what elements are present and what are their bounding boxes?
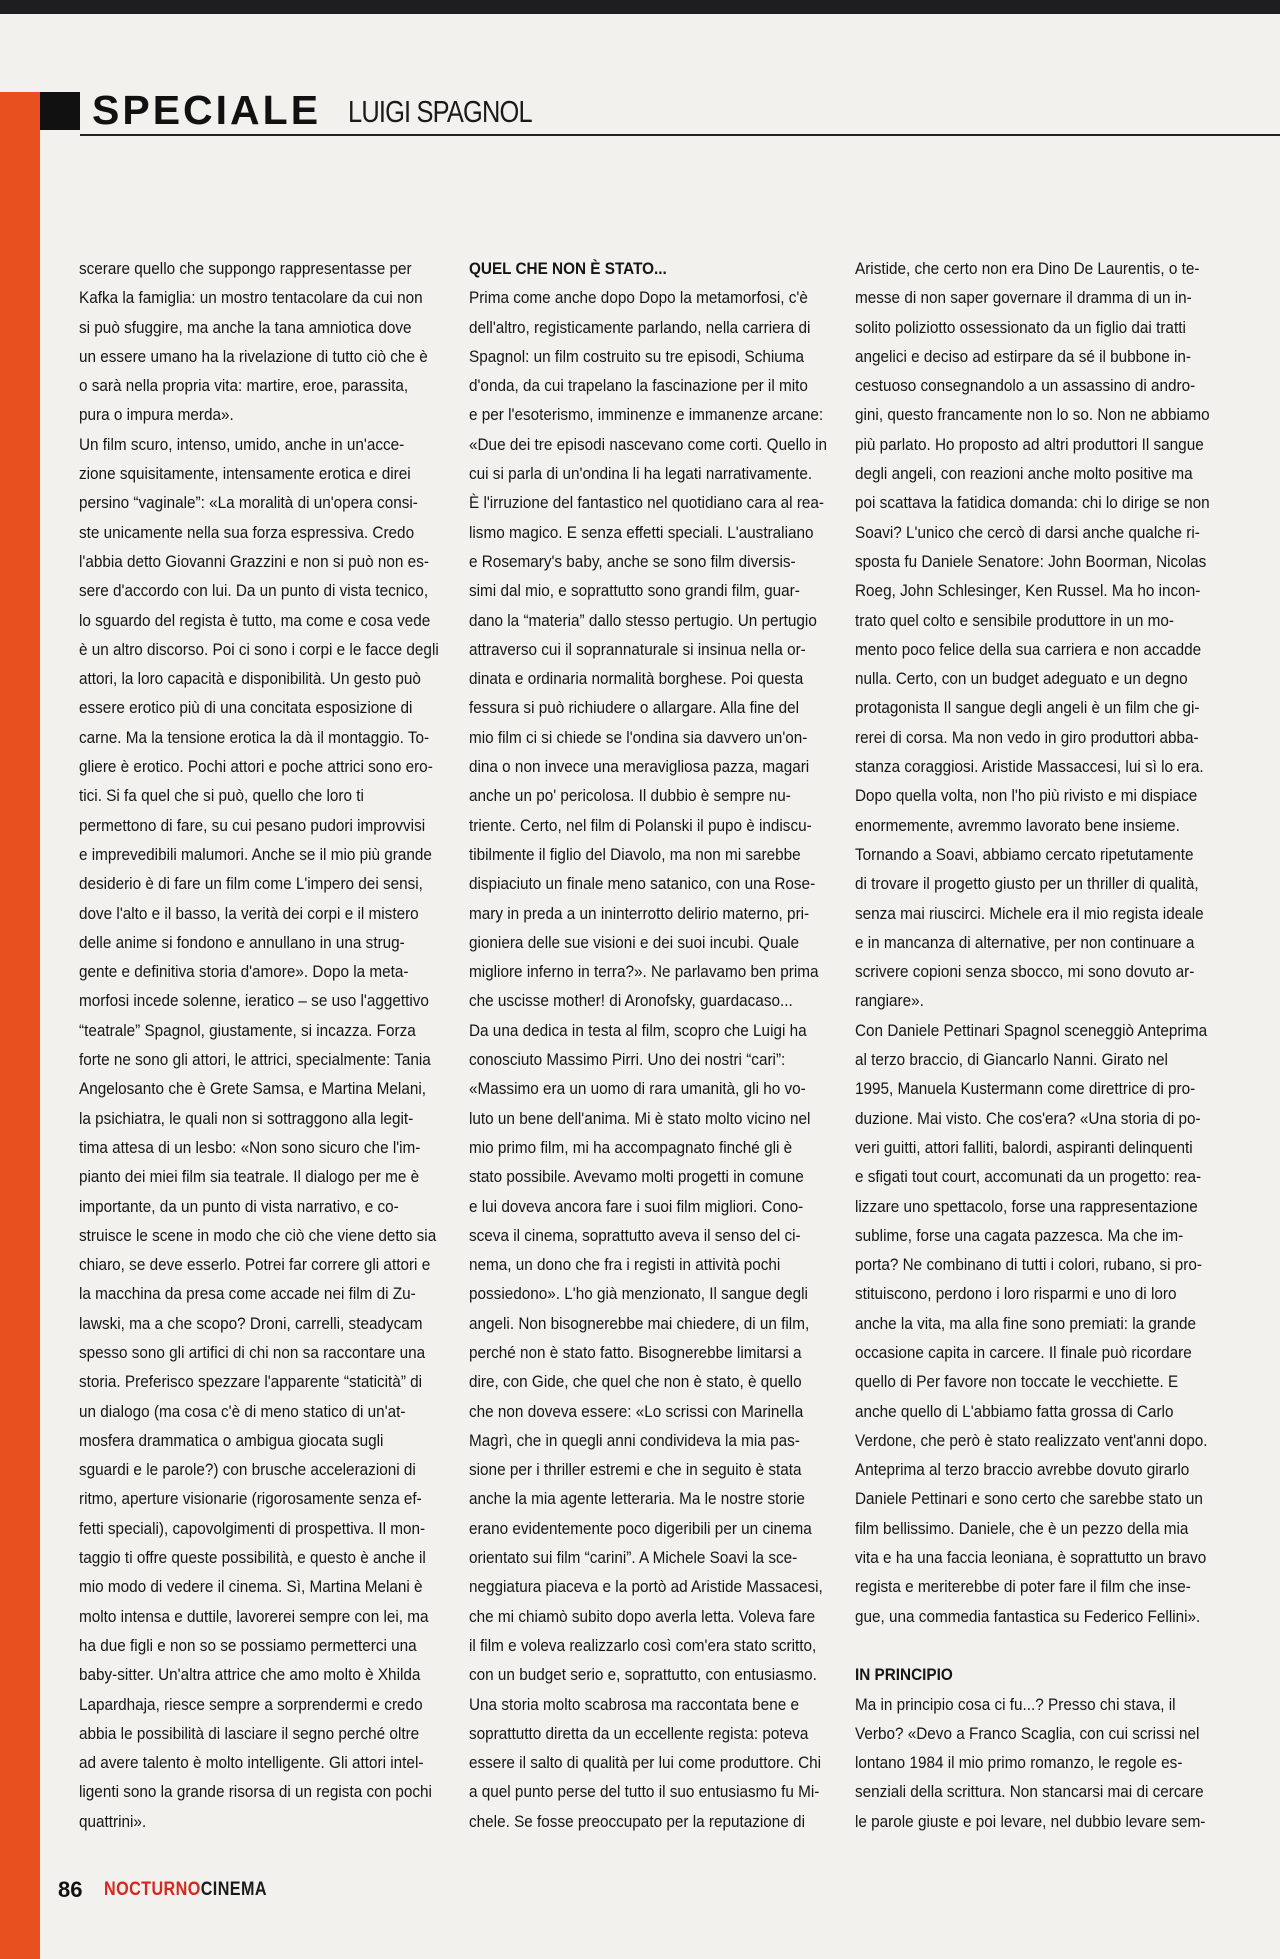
section-title: SPECIALE bbox=[92, 87, 322, 133]
text-line: dina o non invece una meravigliosa pazza, magari bbox=[469, 757, 810, 777]
text-line: Dopo quella volta, non l'ho più rivisto e mi dispiace bbox=[855, 786, 1198, 806]
text-line: che uscisse mother! di Aronofsky, guardacaso... bbox=[469, 991, 793, 1011]
text-line: dano la “materia” dallo stesso pertugio. Un pertugio bbox=[469, 610, 817, 630]
text-line: anche la vita, ma alla fine sono premiati: la grande bbox=[855, 1313, 1197, 1333]
text-line: lismo magico. E senza effetti speciali. L'australiano bbox=[469, 522, 814, 542]
text-line: mio film ci si chiede se l'ondina sia davvero un'on- bbox=[469, 727, 808, 747]
text-line: mio primo film, mi ha accompagnato finché gli è bbox=[469, 1137, 793, 1157]
text-line: duzione. Mai visto. Che cos'era? «Una storia di po- bbox=[855, 1108, 1201, 1128]
text-line: spesso sono gli artifici di chi non sa raccontare una bbox=[79, 1342, 426, 1362]
text-line: al terzo braccio, di Giancarlo Nanni. Girato nel bbox=[855, 1050, 1168, 1070]
text-line: senziali della scrittura. Non stancarsi mai di cercare bbox=[855, 1782, 1204, 1802]
text-line: Anteprima al terzo braccio avrebbe dovuto girarlo bbox=[855, 1460, 1190, 1480]
text-line: simi dal mio, e soprattutto sono grandi film, guar- bbox=[469, 581, 800, 601]
text-line: desiderio è di fare un film come L'impero dei sensi, bbox=[79, 874, 423, 894]
text-line: zione squisitamente, intensamente erotica e direi bbox=[79, 464, 411, 484]
text-line: sione per i thriller estremi e che in seguito è stata bbox=[469, 1460, 802, 1480]
section-subhead: IN PRINCIPIO bbox=[855, 1665, 953, 1685]
text-line: stato possibile. Avevamo molti progetti in comune bbox=[469, 1167, 804, 1187]
text-line: gliere è erotico. Pochi attori e poche attrici sono ero- bbox=[79, 757, 433, 777]
text-line: Verdone, che però è stato realizzato vent'anni dopo. bbox=[855, 1430, 1208, 1450]
text-line: sposta fu Daniele Senatore: John Boorman, Nicolas bbox=[855, 551, 1207, 571]
text-line: ha due figli e non so se possiamo permetterci una bbox=[79, 1635, 417, 1655]
text-line: e Rosemary's baby, anche se sono film diversis- bbox=[469, 551, 796, 571]
text-line: mary in preda a un ininterrotto delirio materno, pri- bbox=[469, 903, 810, 923]
text-line: più parlato. Ho proposto ad altri produttori Il sangue bbox=[855, 434, 1204, 454]
text-line: trato quel colto e sensibile produttore in un mo- bbox=[855, 610, 1174, 630]
text-line: messe di non saper governare il dramma di un in- bbox=[855, 288, 1192, 308]
text-line: ritmo, aperture visionarie (rigorosamente senza ef- bbox=[79, 1489, 422, 1509]
text-line: si può sfuggire, ma anche la tana amniotica dove bbox=[79, 317, 412, 337]
text-line: dell'altro, registicamente parlando, nella carriera di bbox=[469, 317, 811, 337]
text-line: pianto dei miei film sia teatrale. Il dialogo per me è bbox=[79, 1167, 420, 1187]
text-line: perché non è stato fatto. Bisognerebbe limitarsi a bbox=[469, 1342, 802, 1362]
text-line: gente e definitiva storia d'amore». Dopo la meta- bbox=[79, 962, 409, 982]
text-line: sguardi e le parole?) con brusche accelerazioni di bbox=[79, 1460, 416, 1480]
text-line: e per l'esoterismo, imminenze e immanenze arcane: bbox=[469, 405, 824, 425]
text-line: poi scattava la fatidica domanda: chi lo dirige se non bbox=[855, 493, 1210, 513]
text-line: regista e meriterebbe di poter fare il film che inse- bbox=[855, 1577, 1191, 1597]
text-line: importante, da un punto di vista narrativo, e co- bbox=[79, 1196, 399, 1216]
text-line: e imprevedibili malumori. Anche se il mio più grande bbox=[79, 844, 432, 864]
text-line: dire, con Gide, che quel che non è stato, è quello bbox=[469, 1372, 802, 1392]
author-name: LUIGI SPAGNOL bbox=[348, 94, 532, 129]
paragraph-gap bbox=[855, 1631, 1215, 1660]
text-line: Angelosanto che è Grete Samsa, e Martina Melani, bbox=[79, 1079, 426, 1099]
text-line: enormemente, avremmo lavorato bene insieme. bbox=[855, 815, 1180, 835]
text-line: forte ne sono gli attori, le attrici, specialmente: Tania bbox=[79, 1050, 431, 1070]
text-line: mio modo di vedere il cinema. Sì, Martina Melani è bbox=[79, 1577, 423, 1597]
page-number: 86 bbox=[58, 1877, 83, 1902]
text-line: lizzare uno spettacolo, forse una rappresentazione bbox=[855, 1196, 1198, 1216]
text-line: baby-sitter. Un'altra attrice che amo molto è Xhilda bbox=[79, 1665, 421, 1685]
text-line: erano evidentemente poco digeribili per un cinema bbox=[469, 1518, 812, 1538]
text-line: pura o impura merda». bbox=[79, 405, 234, 425]
text-line: scrivere copioni senza sbocco, mi sono dovuto ar- bbox=[855, 962, 1195, 982]
text-line: luto un bene dell'anima. Mi è stato molto vicino nel bbox=[469, 1108, 811, 1128]
accent-side-band bbox=[0, 92, 40, 1959]
text-line: d'onda, da cui trapelano la fascinazione per il mito bbox=[469, 376, 808, 396]
text-line: gini, questo francamente non lo so. Non ne abbiamo bbox=[855, 405, 1210, 425]
text-line: rangiare». bbox=[855, 991, 924, 1011]
text-line: molto intensa e duttile, lavorerei sempre con lei, ma bbox=[79, 1606, 429, 1626]
text-line: permettono di fare, su cui pesano pudori improvvisi bbox=[79, 815, 426, 835]
text-line: triente. Certo, nel film di Polanski il pupo è indiscu- bbox=[469, 815, 812, 835]
text-line: Da una dedica in testa al film, scopro che Luigi ha bbox=[469, 1020, 807, 1040]
text-line: la macchina da presa come accade nei film di Zu- bbox=[79, 1284, 416, 1304]
text-line: taggio ti offre queste possibilità, e questo è anche il bbox=[79, 1548, 426, 1568]
text-line: occasione capita in carcere. Il finale può ricordare bbox=[855, 1342, 1192, 1362]
text-line: cestuoso consegnandolo a un assassino di andro- bbox=[855, 376, 1196, 396]
text-line: gue, una commedia fantastica su Federico Fellini». bbox=[855, 1606, 1201, 1626]
section-subhead: QUEL CHE NON È STATO... bbox=[469, 259, 667, 278]
text-line: anche la mia agente letteraria. Ma le nostre storie bbox=[469, 1489, 805, 1509]
text-line: chiaro, se deve esserlo. Potrei far correre gli attori e bbox=[79, 1255, 431, 1275]
text-line: mento poco felice della sua carriera e non accadde bbox=[855, 639, 1202, 659]
text-line: Roeg, John Schlesinger, Ken Russel. Ma ho incon- bbox=[855, 581, 1201, 601]
text-line: con un budget serio e, soprattutto, con entusiasmo. bbox=[469, 1665, 817, 1685]
text-line: senza mai riuscirci. Michele era il mio regista ideale bbox=[855, 903, 1204, 923]
text-line: tima attesa di un lesbo: «Non sono sicuro che l'im- bbox=[79, 1137, 421, 1157]
text-line: neggiatura piaceva e la portò ad Aristide Massacesi, bbox=[469, 1577, 823, 1597]
text-line: quattrini». bbox=[79, 1811, 147, 1831]
text-line: sceva il cinema, soprattutto aveva il senso del ci- bbox=[469, 1225, 801, 1245]
text-line: morfosi incede solenne, ieratico – se uso l'aggettivo bbox=[79, 991, 429, 1011]
text-line: solito poliziotto ossessionato da un figlio dai tratti bbox=[855, 317, 1186, 337]
text-line: struisce le scene in modo che ciò che viene detto sia bbox=[79, 1225, 437, 1245]
text-line: migliore inferno in terra?». Ne parlavamo ben prima bbox=[469, 962, 819, 982]
brand-red-part: NOCTURNO bbox=[104, 1879, 201, 1900]
footer-magazine-brand bbox=[104, 1879, 267, 1901]
text-line: l'abbia detto Giovanni Grazzini e non si può non es- bbox=[79, 551, 429, 571]
text-line: orientato sui film “carini”. A Michele Soavi la sce- bbox=[469, 1548, 798, 1568]
text-line: persino “vaginale”: «La moralità di un'opera consi- bbox=[79, 493, 418, 513]
text-line: Un film scuro, intenso, umido, anche in un'acce- bbox=[79, 434, 405, 454]
text-line: il film e voleva realizzarlo così com'era stato scritto, bbox=[469, 1635, 817, 1655]
text-line: le parole giuste e poi levare, nel dubbio levare sem- bbox=[855, 1811, 1206, 1831]
text-line: dispiaciuto un finale meno satanico, con una Rose- bbox=[469, 874, 816, 894]
text-line: ligenti sono la grande risorsa di un regista con pochi bbox=[79, 1782, 432, 1802]
text-line: «Due dei tre episodi nascevano come corti. Quello in bbox=[469, 434, 828, 454]
text-line: carne. Ma la tensione erotica la dà il montaggio. To- bbox=[79, 727, 430, 747]
text-line: veri guitti, attori falliti, balordi, aspiranti delinquenti bbox=[855, 1137, 1193, 1157]
text-line: ste unicamente nella sua forza espressiva. Credo bbox=[79, 522, 415, 542]
text-line: ad avere talento è molto intelligente. Gli attori intel- bbox=[79, 1753, 424, 1773]
text-line: degli angeli, con reazioni anche molto positive ma bbox=[855, 464, 1193, 484]
text-line: delle anime si fondono e annullano in una strug- bbox=[79, 932, 405, 952]
text-line: a quel punto perse del tutto il suo entusiasmo fu Mi- bbox=[469, 1782, 820, 1802]
text-line: Lapardhaja, riesce sempre a sorprendermi e credo bbox=[79, 1694, 423, 1714]
text-line: un dialogo (ma cosa c'è di meno statico di un'at- bbox=[79, 1401, 406, 1421]
text-line: Verbo? «Devo a Franco Scaglia, con cui scrissi nel bbox=[855, 1723, 1200, 1743]
article-column-2 bbox=[469, 254, 829, 1836]
text-line: di trovare il progetto giusto per un thriller di qualità, bbox=[855, 874, 1199, 894]
text-line: lawski, ma a che scopo? Droni, carrelli, steadycam bbox=[79, 1313, 423, 1333]
text-line: che mi chiamò subito dopo averla letta. Voleva fare bbox=[469, 1606, 816, 1626]
text-line: dove l'alto e il basso, la verità dei corpi e il mistero bbox=[79, 903, 419, 923]
text-line: lontano 1984 il mio primo romanzo, le regole es- bbox=[855, 1753, 1183, 1773]
text-line: nema, un dono che fra i registi in attività pochi bbox=[469, 1255, 781, 1275]
text-line: storia. Preferisco spezzare l'apparente “staticità” di bbox=[79, 1372, 423, 1392]
text-line: stituiscono, perdono i loro risparmi e uno di loro bbox=[855, 1284, 1177, 1304]
text-line: essere erotico più di una concitata esposizione di bbox=[79, 698, 413, 718]
text-line: è un altro discorso. Poi ci sono i corpi e le facce degli bbox=[79, 639, 439, 659]
text-line: mosfera drammatica o ambigua giocata sugli bbox=[79, 1430, 384, 1450]
text-line: cui si parla di un'ondina li ha legati narrativamente. bbox=[469, 464, 813, 484]
header-black-block bbox=[40, 92, 80, 130]
text-line: È l'irruzione del fantastico nel quotidiano cara al rea- bbox=[469, 493, 825, 513]
text-line: tici. Si fa quel che si può, quello che loro ti bbox=[79, 786, 364, 806]
text-line: scerare quello che suppongo rappresentasse per bbox=[79, 259, 412, 278]
text-line: abbia le possibilità di lasciare il segno perché oltre bbox=[79, 1723, 420, 1743]
text-line: angeli. Non bisognerebbe mai chiedere, di un film, bbox=[469, 1313, 810, 1333]
text-line: sublime, forse una cagata pazzesca. Ma che im- bbox=[855, 1225, 1184, 1245]
text-line: anche un po' pericolosa. Il dubbio è sempre nu- bbox=[469, 786, 791, 806]
text-line: dinata e ordinaria normalità borghese. Poi questa bbox=[469, 669, 804, 689]
text-line: un essere umano ha la rivelazione di tutto ciò che è bbox=[79, 346, 428, 366]
text-line: chele. Se fosse preoccupato per la reputazione di bbox=[469, 1811, 805, 1831]
text-line: 1995, Manuela Kustermann come direttrice di pro- bbox=[855, 1079, 1196, 1099]
text-line: e sfigati tout court, accomunati da un progetto: rea- bbox=[855, 1167, 1202, 1187]
text-line: attori, la loro capacità e disponibilità. Un gesto può bbox=[79, 669, 421, 689]
article-column-1 bbox=[79, 254, 439, 1836]
text-line: Tornando a Soavi, abbiamo cercato ripetutamente bbox=[855, 844, 1194, 864]
text-line: Daniele Pettinari e sono certo che sarebbe stato un bbox=[855, 1489, 1203, 1509]
text-line: «Massimo era un uomo di rara umanità, gli ho vo- bbox=[469, 1079, 806, 1099]
text-line: angelici e deciso ad estirpare da sé il bubbone in- bbox=[855, 346, 1191, 366]
text-line: Con Daniele Pettinari Spagnol sceneggiò Anteprima bbox=[855, 1020, 1208, 1040]
text-line: lo sguardo del regista è tutto, ma come e cosa vede bbox=[79, 610, 431, 630]
text-line: nulla. Certo, con un budget adeguato e un degno bbox=[855, 669, 1188, 689]
text-line: Aristide, che certo non era Dino De Laurentis, o te- bbox=[855, 259, 1200, 278]
text-line: quello di Per favore non toccate le vecchiette. E bbox=[855, 1372, 1179, 1392]
text-line: che non doveva essere: «Lo scrissi con Marinella bbox=[469, 1401, 804, 1421]
text-line: Soavi? L'unico che cercò di darsi anche qualche ri- bbox=[855, 522, 1200, 542]
text-line: e in mancanza di alternative, per non continuare a bbox=[855, 932, 1195, 952]
text-line: Kafka la famiglia: un mostro tentacolare da cui non bbox=[79, 288, 423, 308]
text-line: fessura si può richiudere o allargare. Alla fine del bbox=[469, 698, 799, 718]
brand-black-part: CINEMA bbox=[200, 1879, 267, 1900]
text-line: fetti speciali), capovolgimenti di prospettiva. Il mon- bbox=[79, 1518, 426, 1538]
text-line: film bellissimo. Daniele, che è un pezzo della mia bbox=[855, 1518, 1189, 1538]
text-line: attraverso cui il soprannaturale si insinua nella or- bbox=[469, 639, 806, 659]
text-line: Magrì, che in quegli anni condivideva la mia pas- bbox=[469, 1430, 800, 1450]
text-line: porta? Ne combinano di tutti i colori, rubano, si pro- bbox=[855, 1255, 1202, 1275]
text-line: e lui doveva ancora fare i suoi film migliori. Cono- bbox=[469, 1196, 804, 1216]
text-line: “teatrale” Spagnol, giustamente, si incazza. Forza bbox=[79, 1020, 416, 1040]
text-line: Spagnol: un film costruito su tre episodi, Schiuma bbox=[469, 346, 805, 366]
text-line: sere d'accordo con lui. Da un punto di vista tecnico, bbox=[79, 581, 429, 601]
text-line: gioniera delle sue visioni e dei suoi incubi. Quale bbox=[469, 932, 800, 952]
text-line: protagonista Il sangue degli angeli è un film che gi- bbox=[855, 698, 1200, 718]
text-line: conosciuto Massimo Pirri. Uno dei nostri “cari”: bbox=[469, 1050, 786, 1070]
text-line: tibilmente il figlio del Diavolo, ma non mi sarebbe bbox=[469, 844, 801, 864]
header-rule bbox=[80, 134, 1280, 136]
text-line: o sarà nella propria vita: martire, eroe, parassita, bbox=[79, 376, 409, 396]
text-line: stanza coraggiosi. Aristide Massaccesi, lui sì lo era. bbox=[855, 757, 1204, 777]
text-line: vita e ha una faccia leoniana, è soprattutto un bravo bbox=[855, 1548, 1207, 1568]
text-line: anche quello di L'abbiamo fatta grossa di Carlo bbox=[855, 1401, 1174, 1421]
text-line: Una storia molto scabrosa ma raccontata bene e bbox=[469, 1694, 799, 1714]
text-line: la psichiatra, le quali non si sottraggono alla legit- bbox=[79, 1108, 414, 1128]
scan-top-edge bbox=[0, 0, 1280, 14]
text-line: Prima come anche dopo Dopo la metamorfosi, c'è bbox=[469, 288, 808, 308]
text-line: rerei di corsa. Ma non vedo in giro produttori abba- bbox=[855, 727, 1199, 747]
text-line: soprattutto diretta da un eccellente regista: poteva bbox=[469, 1723, 809, 1743]
text-line: possiedono». L'ho già menzionato, Il sangue degli bbox=[469, 1284, 808, 1304]
text-line: Ma in principio cosa ci fu...? Presso chi stava, il bbox=[855, 1694, 1176, 1714]
text-line: essere il salto di qualità per lui come produttore. Chi bbox=[469, 1753, 822, 1773]
article-column-3 bbox=[855, 254, 1215, 1836]
